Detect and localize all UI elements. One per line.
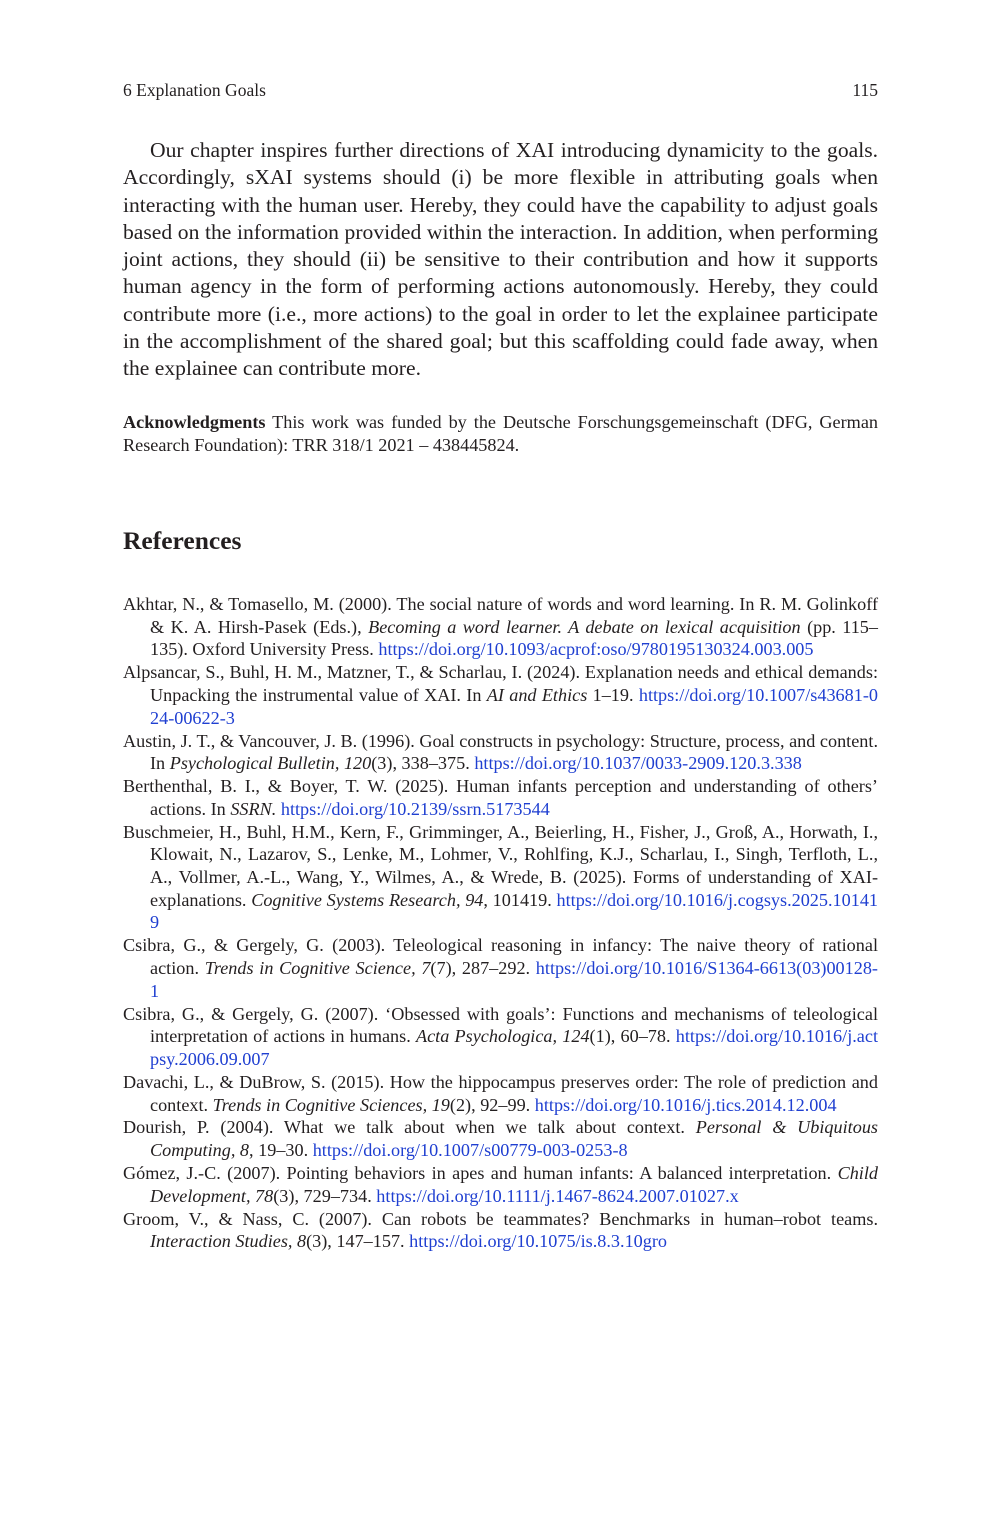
- reference-item: Austin, J. T., & Vancouver, J. B. (1996). Goal constructs in psychology: Structure, process, and content. In Psychological Bulletin, 120(3), 338–375. https://doi.org/10.1037/0033-2909.120.3.338: [123, 730, 878, 774]
- acknowledgments-text: This work was funded by the Deutsche Forschungsgemeinschaft (DFG, German Research Foundation): TRR 318/1 2021 – 438445824.: [123, 412, 878, 455]
- acknowledgments: [123, 411, 878, 456]
- doi-link[interactable]: https://doi.org/10.1093/acprof:oso/9780195130324.003.005: [378, 639, 814, 660]
- doi-link[interactable]: https://doi.org/10.1007/s43681-024-00622-3: [150, 684, 878, 728]
- doi-link[interactable]: https://doi.org/10.1016/j.tics.2014.12.004: [534, 1094, 837, 1115]
- reference-item: Csibra, G., & Gergely, G. (2007). ‘Obsessed with goals’: Functions and mechanisms of teleological interpretation of actions in humans. Acta Psychologica, 124(1), 60–78. https://doi.org/10.1016/j.actpsy.2006.09.007: [123, 1003, 878, 1069]
- running-head: [123, 80, 878, 102]
- page-number: 115: [852, 80, 878, 100]
- reference-item: Buschmeier, H., Buhl, H.M., Kern, F., Grimminger, A., Beierling, H., Fisher, J., Groß, A., Horwath, I., Klowait, N., Lazarov, S., Lenke, M., Lohmer, V., Rohlfing, K.J., Scharlau, I., Singh, Terfloth, L., A., Vollmer, A.-L., Wang, Y., Wilmes, A., & Wrede, B. (2025). Forms of understanding of XAI-explanations. Cognitive Systems Research, 94, 101419. https://doi.org/10.1016/j.cogsys.2025.101419: [123, 821, 879, 933]
- reference-item: Berthenthal, B. I., & Boyer, T. W. (2025). Human infants perception and understanding of others’ actions. In SSRN. https://doi.org/10.2139/ssrn.5173544: [123, 776, 878, 819]
- reference-item: Davachi, L., & DuBrow, S. (2015). How the hippocampus preserves order: The role of prediction and context. Trends in Cognitive Sciences, 19(2), 92–99. https://doi.org/10.1016/j.tics.2014.12.004: [123, 1071, 878, 1115]
- reference-item: Akhtar, N., & Tomasello, M. (2000). The social nature of words and word learning. In R. M. Golinkoff & K. A. Hirsh-Pasek (Eds.), Becoming a word learner. A debate on lexical acquisition (pp. 115–135). Oxford University Press. https://doi.org/10.1093/acprof:oso/9780195130324.003.005: [123, 594, 878, 660]
- doi-link[interactable]: https://doi.org/10.1111/j.1467-8624.2007.01027.x: [376, 1185, 739, 1206]
- body-paragraph: Our chapter inspires further directions of XAI introducing dynamicity to the goals. Accordingly, sXAI systems should (i) be more flexible in attributing goals when interacting with the human user. Hereby, they could have the capability to adjust goals based on the information provided within the interaction. In addition, when performing joint actions, they should (ii) be sensitive to their contribution and how it supports human agency in the form of performing actions autonomously. Hereby, they could contribute more (i.e., more actions) to the goal in order to let the explainee participate in the accomplishment of the shared goal; but this scaffolding could fade away, when the explainee can contribute more.: [123, 138, 878, 381]
- doi-link[interactable]: https://doi.org/10.1016/j.actpsy.2006.09.007: [150, 1026, 878, 1069]
- reference-item: Csibra, G., & Gergely, G. (2003). Teleological reasoning in infancy: The naive theory of rational action. Trends in Cognitive Science, 7(7), 287–292. https://doi.org/10.1016/S1364-6613(03)00128-1: [123, 935, 878, 1001]
- reference-item: Dourish, P. (2004). What we talk about when we talk about context. Personal & Ubiquitous Computing, 8, 19–30. https://doi.org/10.1007/s00779-003-0253-8: [123, 1117, 878, 1161]
- doi-link[interactable]: https://doi.org/10.1075/is.8.3.10gro: [409, 1231, 667, 1252]
- doi-link[interactable]: https://doi.org/10.1007/s00779-003-0253-8: [312, 1140, 628, 1161]
- doi-link[interactable]: https://doi.org/10.1016/S1364-6613(03)00128-1: [150, 957, 878, 1001]
- chapter-title: 6 Explanation Goals: [123, 80, 266, 100]
- reference-item: Alpsancar, S., Buhl, H. M., Matzner, T., & Scharlau, I. (2024). Explanation needs and ethical demands: Unpacking the instrumental value of XAI. In AI and Ethics 1–19. https://doi.org/10.1007/s43681-024-00622-3: [123, 662, 878, 728]
- doi-link[interactable]: https://doi.org/10.1037/0033-2909.120.3.338: [474, 753, 802, 774]
- doi-link[interactable]: https://doi.org/10.1016/j.cogsys.2025.101419: [150, 889, 879, 933]
- reference-item: Groom, V., & Nass, C. (2007). Can robots be teammates? Benchmarks in human–robot teams. Interaction Studies, 8(3), 147–157. https://doi.org/10.1075/is.8.3.10gro: [123, 1208, 878, 1252]
- doi-link[interactable]: https://doi.org/10.2139/ssrn.5173544: [280, 798, 550, 819]
- acknowledgments-label: Acknowledgments: [123, 412, 266, 432]
- references-list: [123, 593, 878, 1253]
- references-heading: References: [123, 526, 242, 555]
- reference-item: Gómez, J.-C. (2007). Pointing behaviors in apes and human infants: A balanced interpretation. Child Development, 78(3), 729–734. https://doi.org/10.1111/j.1467-8624.2007.01027.x: [123, 1163, 878, 1206]
